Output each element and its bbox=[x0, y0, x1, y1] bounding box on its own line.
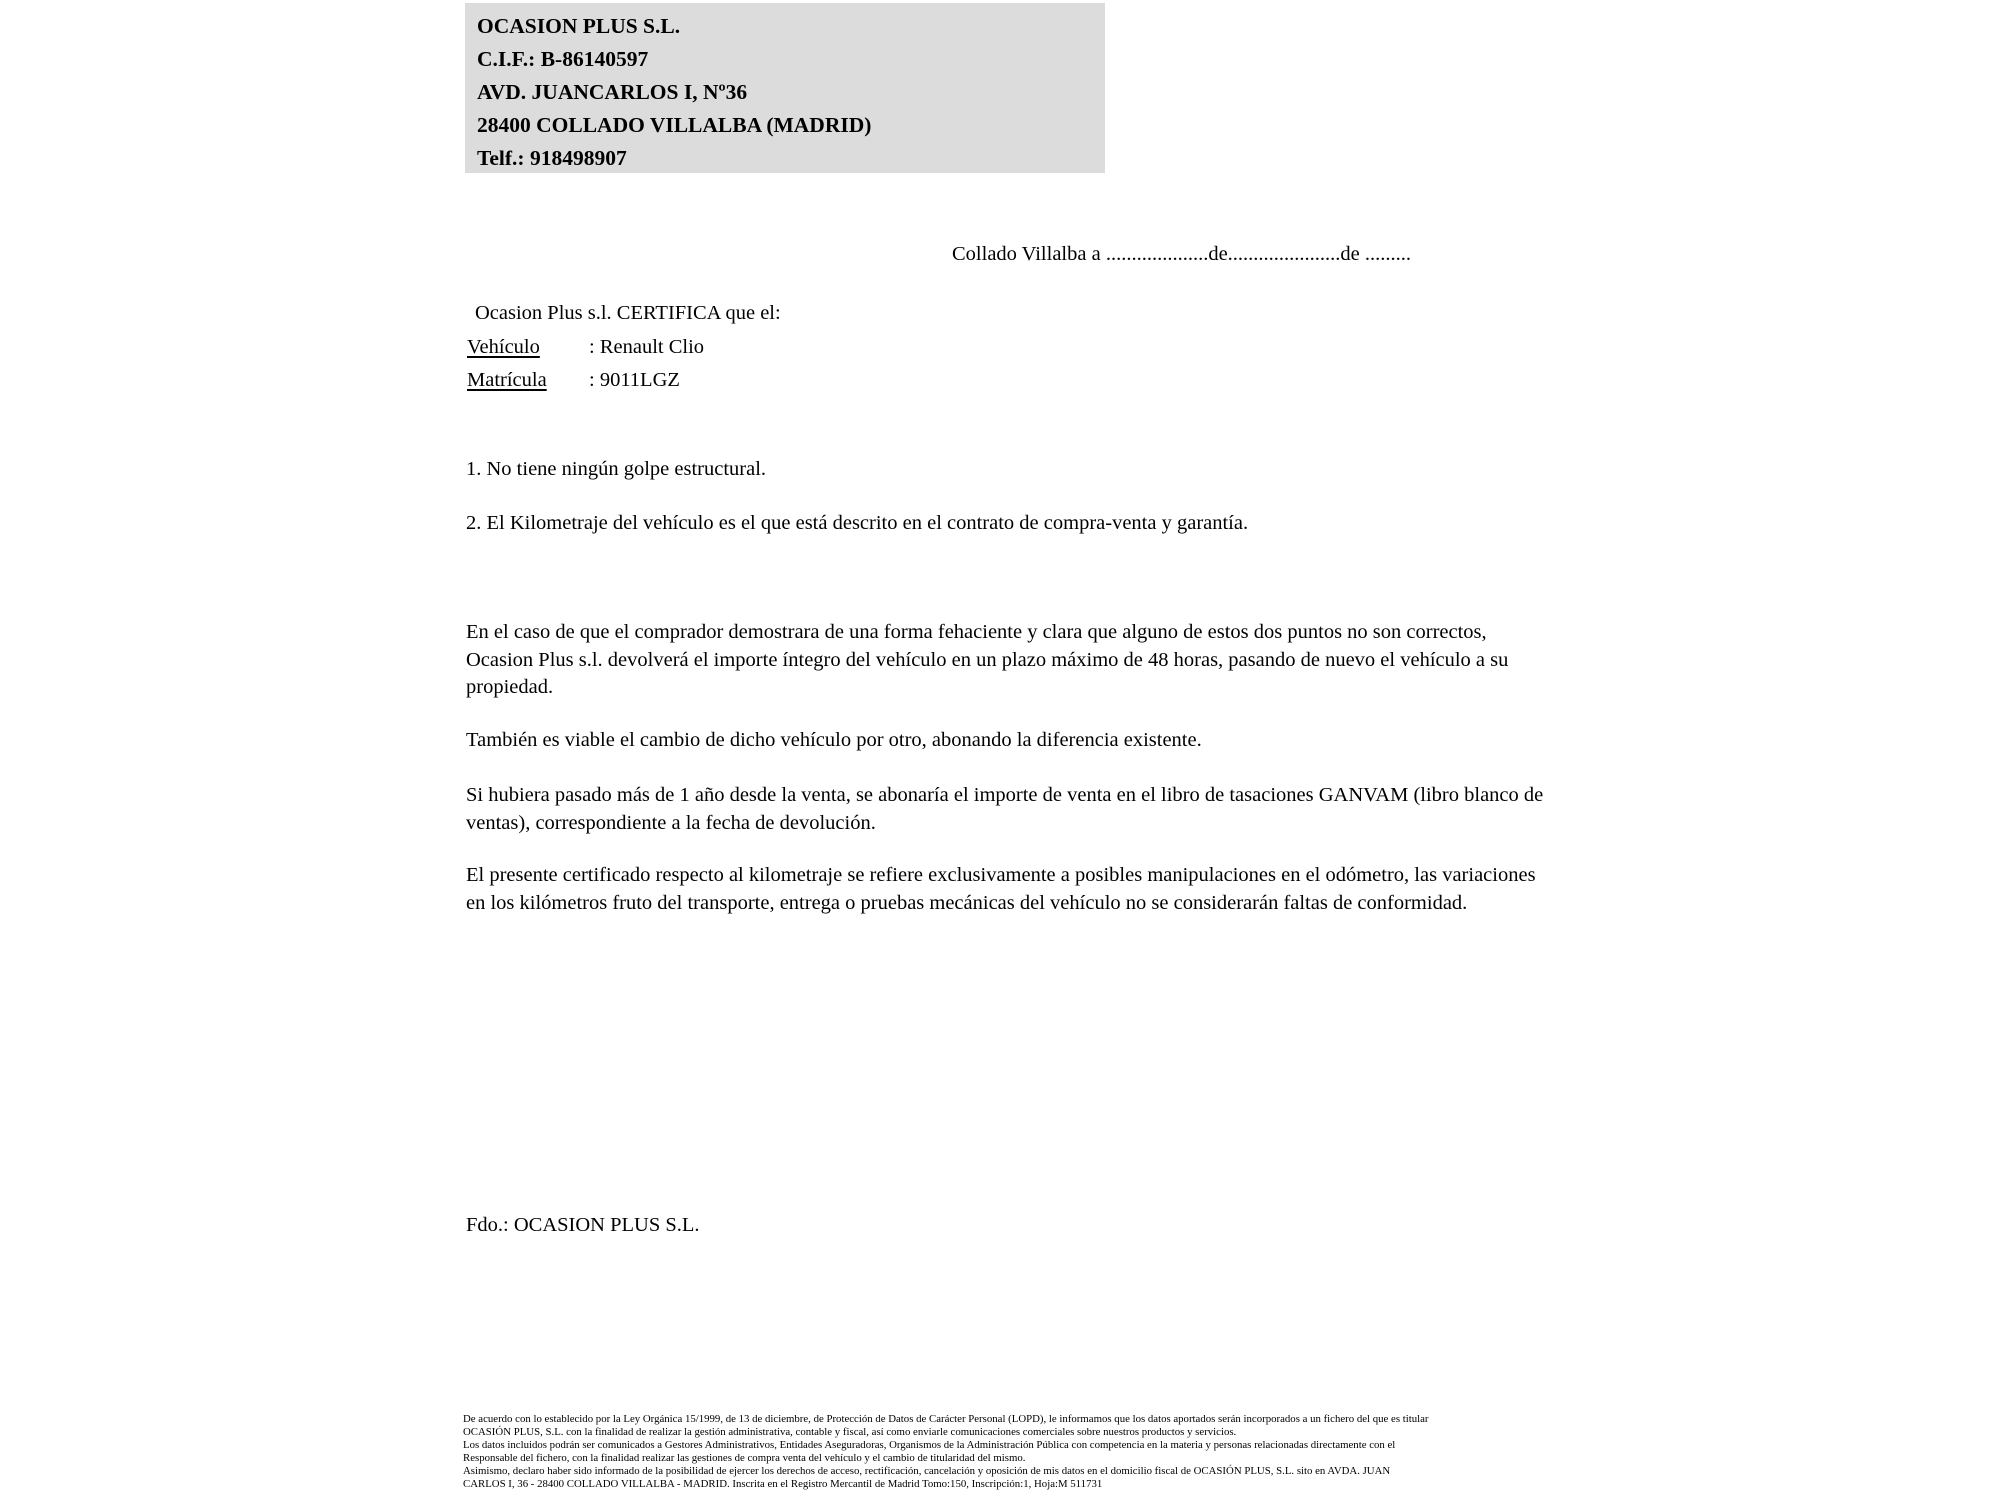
vehicle-field bbox=[467, 331, 781, 365]
clause-exchange-paragraph: También es viable el cambio de dicho vehículo por otro, abonando la diferencia existente. bbox=[466, 729, 1202, 751]
company-address: AVD. JUANCARLOS I, Nº36 bbox=[477, 80, 748, 104]
plate-value: : 9011LGZ bbox=[589, 369, 680, 391]
company-phone: Telf.: 918498907 bbox=[477, 146, 627, 170]
company-name: OCASION PLUS S.L. bbox=[477, 14, 681, 38]
certification-block bbox=[467, 297, 781, 398]
company-header-box bbox=[465, 3, 1105, 173]
vehicle-value: : Renault Clio bbox=[589, 335, 705, 358]
plate-label: Matrícula bbox=[467, 369, 547, 391]
legal-line-3: Los datos incluidos podrán ser comunicados a Gestores Administrativos, Entidades Aseguradoras, Organismos de la Administración Pública con competencia en la materia y personas relacionadas directamente con el bbox=[463, 1439, 1396, 1452]
clause-ganvam-paragraph: Si hubiera pasado más de 1 año desde la venta, se abonaría el importe de venta en el libro de tasaciones GANVAM (libro blanco de ventas), correspondiente a la fecha de devolución. bbox=[466, 784, 1544, 834]
plate-field bbox=[467, 364, 781, 398]
legal-line-2: OCASIÓN PLUS, S.L. con la finalidad de realizar la gestión administrativa, contable y fiscal, así como enviarle comunicaciones comerciales sobre nuestros productos y servicios. bbox=[463, 1426, 1237, 1439]
legal-line-5: Asimismo, declaro haber sido informado de la posibilidad de ejercer los derechos de acceso, rectificación, cancelación y oposición de mis datos en el domicilio fiscal de OCASIÓN PLUS, S.L. sito en AVDA. JUAN bbox=[463, 1465, 1391, 1478]
condition-item-1: 1. No tiene ningún golpe estructural. bbox=[466, 458, 767, 480]
certifica-title: Ocasion Plus s.l. CERTIFICA que el: bbox=[475, 302, 781, 324]
clause-odometer-paragraph: El presente certificado respecto al kilometraje se refiere exclusivamente a posibles manipulaciones en el odómetro, las variaciones en los kilómetros fruto del transporte, entrega o pruebas mecánicas del vehículo no se considerarán faltas de conformidad. bbox=[466, 864, 1536, 914]
company-city: 28400 COLLADO VILLALBA (MADRID) bbox=[477, 113, 872, 137]
condition-item-2: 2. El Kilometraje del vehículo es el que está descrito en el contrato de compra-venta y garantía. bbox=[466, 512, 1249, 534]
legal-fine-print bbox=[463, 1413, 1429, 1492]
clause-refund-paragraph: En el caso de que el comprador demostrara de una forma fehaciente y clara que alguno de estos dos puntos no son correctos, Ocasion Plus s.l. devolverá el importe íntegro del vehículo en un plazo máximo de 48 horas, pasando de nuevo el vehículo a su propiedad. bbox=[466, 621, 1509, 698]
company-cif: C.I.F.: B-86140597 bbox=[477, 47, 649, 71]
legal-line-1: De acuerdo con lo establecido por la Ley Orgánica 15/1999, de 13 de diciembre, de Protección de Datos de Carácter Personal (LOPD), le informamos que los datos aportados serán incorporados a un fichero del que es titular bbox=[463, 1413, 1429, 1425]
vehicle-label: Vehículo bbox=[467, 335, 540, 358]
legal-line-4: Responsable del fichero, con la finalidad realizar las gestiones de compra venta del vehículo y el cambio de titularidad del mismo. bbox=[463, 1452, 1026, 1465]
place-date-line: Collado Villalba a ....................de......................de ......... bbox=[952, 243, 1412, 265]
signature-line: Fdo.: OCASION PLUS S.L. bbox=[466, 1214, 700, 1236]
legal-line-6: CARLOS I, 36 - 28400 COLLADO VILLALBA - MADRID. Inscrita en el Registro Mercantil de Madrid Tomo:150, Inscripción:1, Hoja:M 511731 bbox=[463, 1478, 1103, 1491]
